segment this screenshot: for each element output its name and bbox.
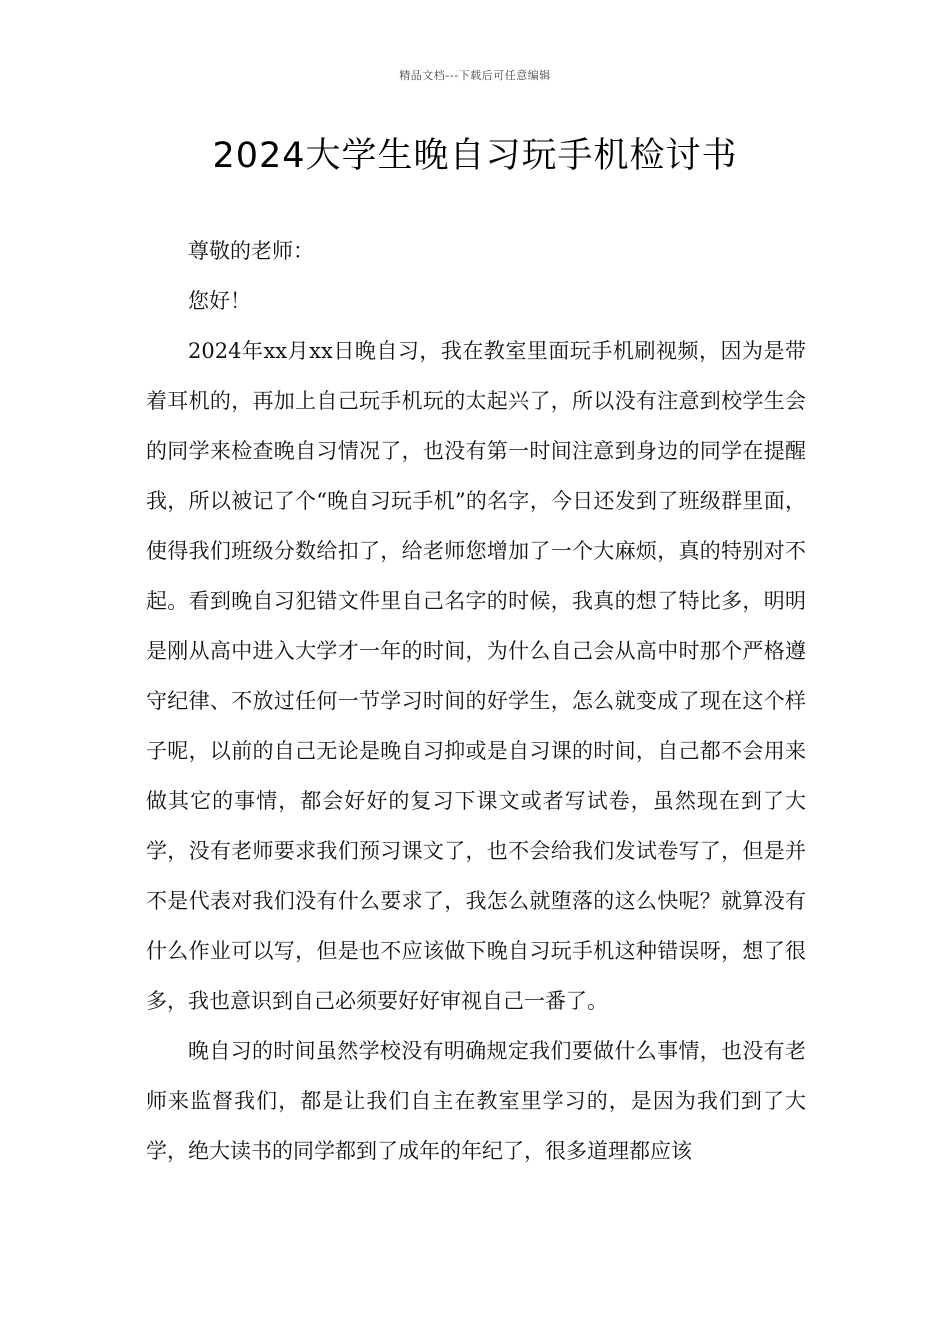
greeting: 您好！ xyxy=(188,289,251,313)
header-note: 精品文档---下载后可任意编辑 xyxy=(399,69,551,82)
body-paragraph: 晚自习的时间虽然学校没有明确规定我们要做什么事情，也没有老师来监督我们，都是让我们自主在教室里学习的，是因为我们到了大学，绝大读书的同学都到了成年的年纪了，很多道理都应该 xyxy=(146,1039,806,1163)
document-title: 2024大学生晚自习玩手机检讨书 xyxy=(212,136,738,176)
body-paragraph: 2024年xx月xx日晚自习，我在教室里面玩手机刷视频，因为是带着耳机的，再加上自己玩手机玩的太起兴了，所以没有注意到校学生会的同学来检查晚自习情况了，也没有第一时间注意到身边的同学在提醒我，所以被记了个“晚自习玩手机”的名字，今日还发到了班级群里面，使得我们班级分数给扣了，给老师您增加了一个大麻烦，真的特别对不起。看到晚自习犯错文件里自己名字的时候，我真的想了特比多，明明是刚从高中进入大学才一年的时间，为什么自己会从高中时那个严格遵守纪律、不放过任何一节学习时间的好学生，怎么就变成了现在这个样子呢，以前的自己无论是晚自习抑或是自习课的时间，自己都不会用来做其它的事情，都会好好的复习下课文或者写试卷，虽然现在到了大学，没有老师要求我们预习课文了，也不会给我们发试卷写了，但是并不是代表对我们没有什么要求了，我怎么就堕落的这么快呢？就算没有什么作业可以写，但是也不应该做下晚自习玩手机这种错误呀，想了很多，我也意识到自己必须要好好审视自己一番了。 xyxy=(146,339,806,1013)
document-body xyxy=(146,226,806,1176)
salutation: 尊敬的老师： xyxy=(188,239,314,263)
